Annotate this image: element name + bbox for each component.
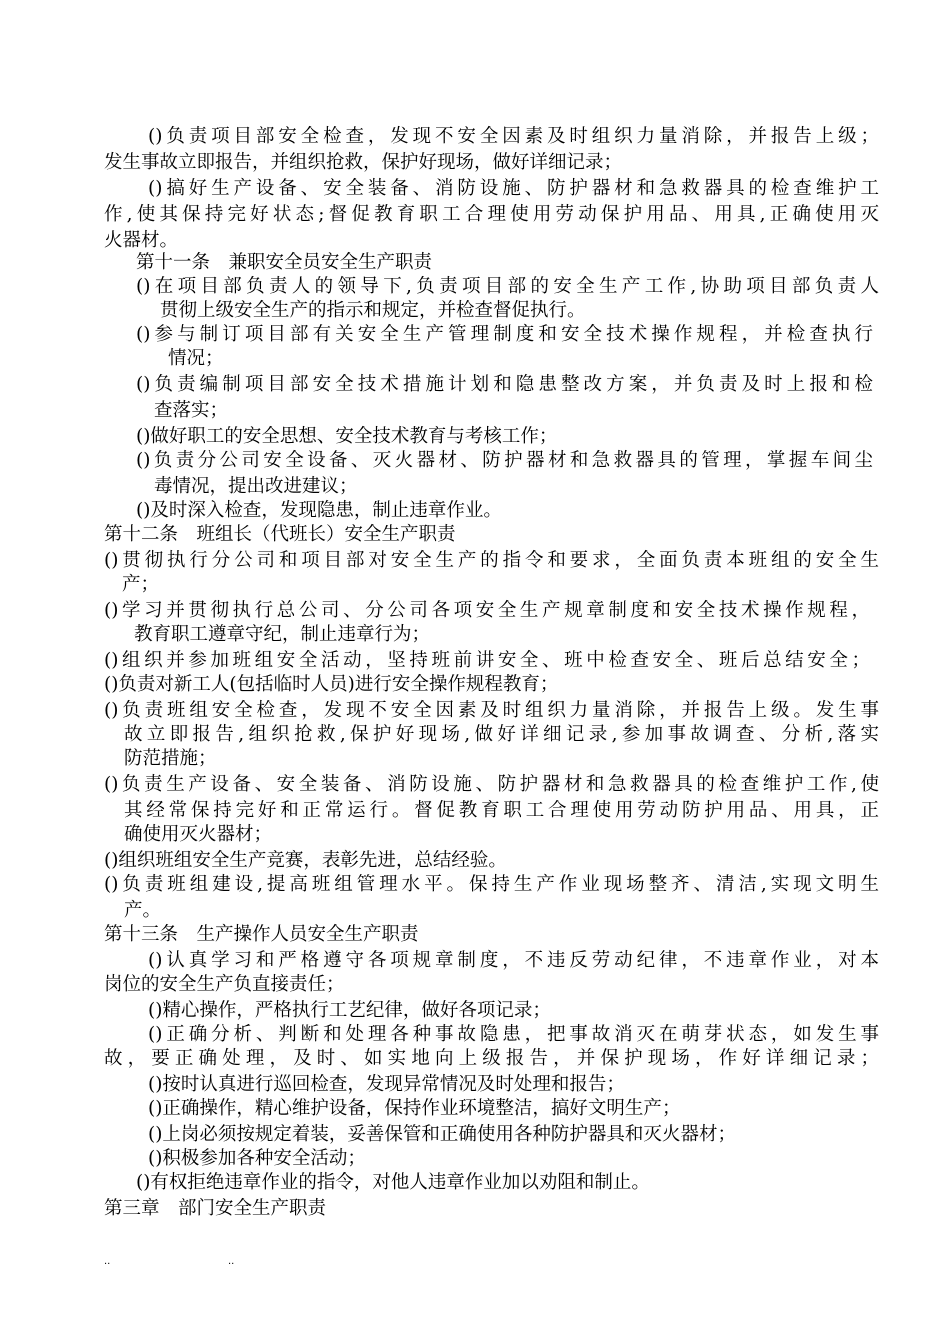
text-line: ()有权拒绝违章作业的指令，对他人违章作业加以劝阻和制止。 bbox=[136, 1172, 650, 1193]
text-line: ()精心操作，严格执行工艺纪律，做好各项记录； bbox=[148, 1000, 551, 1021]
text-line: 防范措施； bbox=[124, 748, 217, 769]
text-line: ()上岗必须按规定着装，妥善保管和正确使用各种防护器具和灭火器材； bbox=[148, 1124, 736, 1145]
text-line: ()积极参加各种安全活动； bbox=[148, 1148, 366, 1169]
text-line: 火器材。 bbox=[104, 230, 179, 251]
text-line: ()组织并参加班组安全活动，坚持班前讲安全、班中检查安全、班后总结安全； bbox=[104, 650, 870, 671]
text-line: ()负责编制项目部安全技术措施计划和隐患整改方案，并负责及时上报和检 bbox=[136, 374, 873, 395]
text-line: ()学习并贯彻执行总公司、分公司各项安全生产规章制度和安全技术操作规程， bbox=[104, 600, 870, 621]
text-line: ()参与制订项目部有关安全生产管理制度和安全技术操作规程，并检查执行 bbox=[136, 324, 873, 345]
text-line: ()认真学习和严格遵守各项规章制度，不违反劳动纪律，不违章作业，对本 bbox=[148, 950, 879, 971]
text-line: ()搞好生产设备、安全装备、消防设施、防护器材和急救器具的检查维护工 bbox=[148, 178, 879, 199]
text-line: 岗位的安全生产负直接责任； bbox=[104, 974, 345, 995]
text-line: ()负责项目部安全检查，发现不安全因素及时组织力量消除，并报告上级； bbox=[148, 126, 879, 147]
text-line: 发生事故立即报告，并组织抢救，保护好现场，做好详细记录； bbox=[104, 152, 623, 173]
text-line: 其经常保持完好和正常运行。督促教育职工合理使用劳动防护用品、用具，正 bbox=[124, 800, 879, 821]
text-line: ()按时认真进行巡回检查，发现异常情况及时处理和报告； bbox=[148, 1074, 625, 1095]
text-line: 作,使其保持完好状态;督促教育职工合理使用劳动保护用品、用具,正确使用灭 bbox=[104, 204, 879, 225]
text-line: ()及时深入检查，发现隐患，制止违章作业。 bbox=[136, 500, 502, 521]
footer-mark-left: .. bbox=[104, 1256, 111, 1267]
text-line: ()做好职工的安全思想、安全技术教育与考核工作； bbox=[136, 426, 558, 447]
text-line: 毒情况，提出改进建议； bbox=[154, 476, 358, 497]
text-line: ()负责生产设备、安全装备、消防设施、防护器材和急救器具的检查维护工作,使 bbox=[104, 774, 879, 795]
text-line: 确使用灭火器材； bbox=[124, 824, 273, 845]
text-line: 情况； bbox=[168, 348, 224, 369]
text-line: ()负责班组安全检查，发现不安全因素及时组织力量消除，并报告上级。发生事 bbox=[104, 700, 879, 721]
text-line: 产； bbox=[122, 574, 160, 595]
text-line: ()负责对新工人(包括临时人员)进行安全操作规程教育； bbox=[104, 674, 559, 695]
chapter-heading: 第三章 部门安全生产职责 bbox=[104, 1198, 327, 1219]
text-line: ()负责分公司安全设备、灭火器材、防护器材和急救器具的管理，掌握车间尘 bbox=[136, 450, 873, 471]
text-line: ()在项目部负责人的领导下,负责项目部的安全生产工作,协助项目部负责人 bbox=[136, 276, 879, 297]
text-line: 产。 bbox=[124, 900, 162, 921]
text-line: 教育职工遵章守纪，制止违章行为； bbox=[134, 624, 431, 645]
text-line: ()负责班组建设,提高班组管理水平。保持生产作业现场整齐、清洁,实现文明生 bbox=[104, 874, 879, 895]
text-line: 贯彻上级安全生产的指示和规定，并检查督促执行。 bbox=[160, 300, 586, 321]
footer-mark-right: .. bbox=[228, 1256, 235, 1267]
text-line: ()正确操作，精心维护设备，保持作业环境整洁，搞好文明生产； bbox=[148, 1098, 681, 1119]
section-heading: 第十二条 班组长（代班长）安全生产职责 bbox=[104, 524, 456, 545]
text-line: 故，要正确处理，及时、如实地向上级报告，并保护现场，作好详细记录； bbox=[104, 1048, 879, 1069]
section-heading: 第十一条 兼职安全员安全生产职责 bbox=[136, 252, 433, 273]
text-line: 查落实； bbox=[154, 400, 229, 421]
text-line: ()正确分析、判断和处理各种事故隐患，把事故消灭在萌芽状态，如发生事 bbox=[148, 1024, 879, 1045]
section-heading: 第十三条 生产操作人员安全生产职责 bbox=[104, 924, 419, 945]
text-line: ()贯彻执行分公司和项目部对安全生产的指令和要求，全面负责本班组的安全生 bbox=[104, 550, 879, 571]
text-line: ()组织班组安全生产竞赛，表彰先进，总结经验。 bbox=[104, 850, 507, 871]
text-line: 故立即报告,组织抢救,保护好现场,做好详细记录,参加事故调查、分析,落实 bbox=[124, 724, 879, 745]
